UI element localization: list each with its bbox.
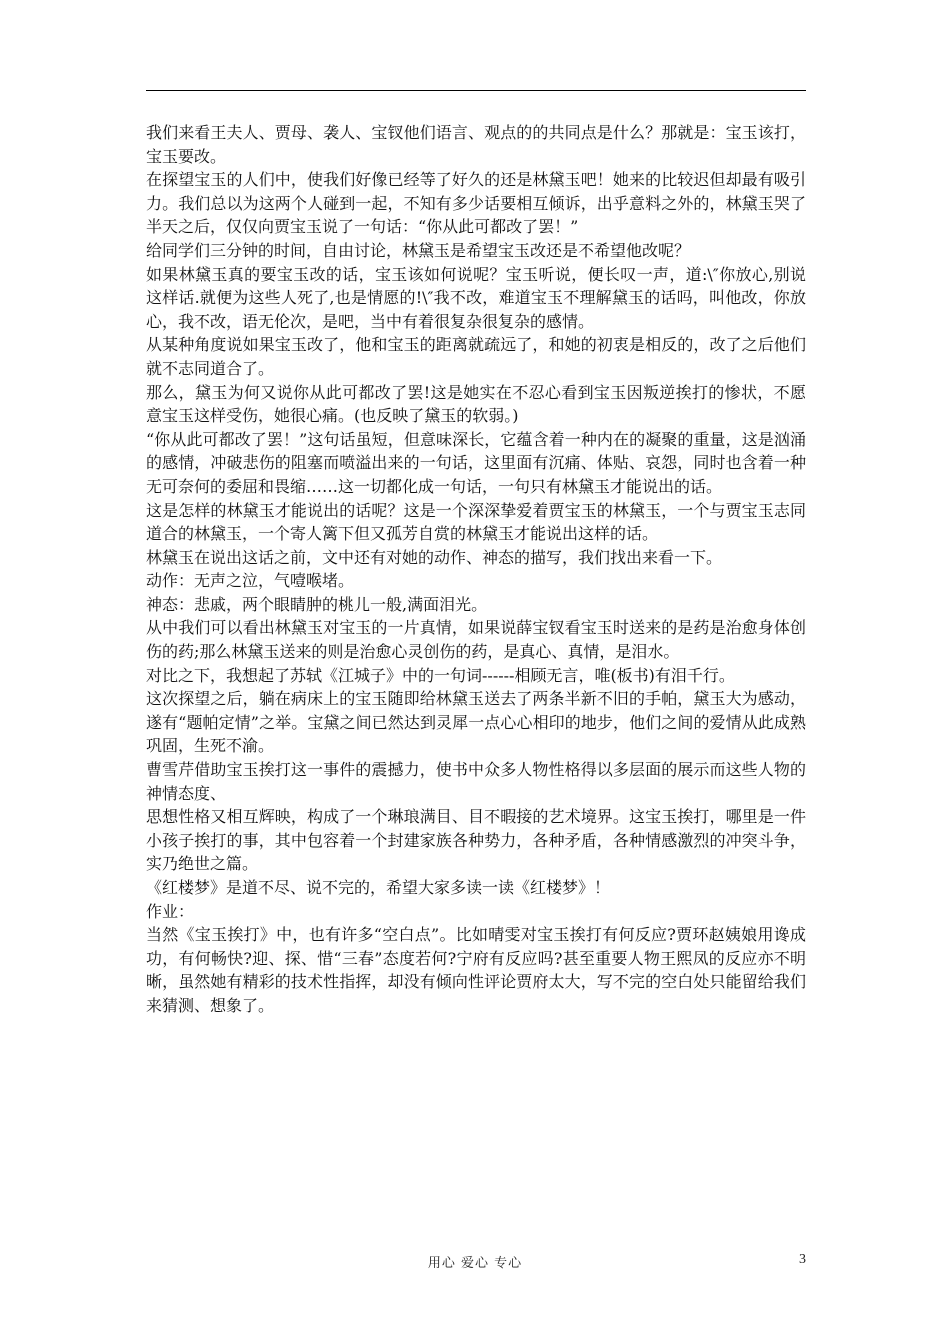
paragraph: 给同学们三分钟的时间，自由讨论，林黛玉是希望宝玉改还是不希望他改呢？ [146, 240, 691, 260]
paragraph: “你从此可都改了罢！”这句话虽短，但意味深长，它蕴含着一种内在的凝聚的重量，这是汹涌的感情，冲破悲伤的阻塞而喷溢出来的一句话，这里面有沉痛、体贴、哀怨，同时也含着一种无可奈何的委屈和畏缩……这一切都化成一句话，一句只有林黛玉才能说出的话。 [146, 429, 806, 496]
paragraph: 这次探望之后，躺在病床上的宝玉随即给林黛玉送去了两条半新不旧的手帕，黛玉大为感动，遂有“题帕定情”之举。宝黛之间已然达到灵犀一点心心相印的地步，他们之间的爱情从此成熟巩固，生死不渝。 [146, 689, 806, 756]
paragraph: 神态：悲戚，两个眼睛肿的桃儿一般,满面泪光。 [146, 594, 488, 614]
body-text [146, 121, 806, 1018]
header-rule [146, 90, 806, 91]
paragraph: 从中我们可以看出林黛玉对宝玉的一片真情，如果说薛宝钗看宝玉时送来的是药是治愈身体创伤的药;那么林黛玉送来的则是治愈心灵创伤的药，是真心、真情，是泪水。 [146, 618, 806, 662]
page-number: 3 [799, 1252, 806, 1267]
paragraph: 那么，黛玉为何又说你从此可都改了罢!这是她实在不忍心看到宝玉因叛逆挨打的惨状，不愿意宝玉这样受伤，她很心痛。(也反映了黛玉的软弱。) [146, 382, 806, 426]
footer-motto: 用心 爱心 专心 [427, 1256, 523, 1271]
paragraph: 《红楼梦》是道不尽、说不完的，希望大家多读一读《红楼梦》！ [146, 878, 611, 897]
paragraph: 曹雪芹借助宝玉挨打这一事件的震撼力，使书中众多人物性格得以多层面的展示而这些人物的神情态度、 [146, 760, 806, 803]
paragraph: 当然《宝玉挨打》中，也有许多“空白点”。比如晴雯对宝玉挨打有何反应?贾环赵姨娘用谗成功，有何畅快?迎、探、惜“三春”态度若何?宁府有反应吗?甚至重要人物王熙凤的反应亦不明晰，虽然她有精彩的技术性指挥，却没有倾向性评论贾府太大，写不完的空白处只能留给我们来猜测、想象了。 [146, 925, 806, 1015]
paragraph: 作业： [146, 901, 195, 921]
paragraph: 从某种角度说如果宝玉改了，他和宝玉的距离就疏远了，和她的初衷是相反的，改了之后他们就不志同道合了。 [146, 335, 806, 378]
paragraph: 思想性格又相互辉映，构成了一个琳琅满目、目不暇接的艺术境界。这宝玉挨打，哪里是一件小孩子挨打的事，其中包容着一个封建家族各种势力，各种矛盾，各种情感激烈的冲突斗争，实乃绝世之篇。 [146, 807, 806, 874]
paragraph: 对比之下，我想起了苏轼《江城子》中的一句词------相顾无言，唯(板书)有泪千行。 [146, 665, 735, 685]
paragraph: 在探望宝玉的人们中，使我们好像已经等了好久的还是林黛玉吧！她来的比较迟但却最有吸引力。我们总以为这两个人碰到一起，不知有多少话要相互倾诉，出乎意料之外的，林黛玉哭了半天之后，仅仅向贾宝玉说了一句话：“你从此可都改了罢！” [146, 170, 806, 237]
paragraph: 动作：无声之泣，气噎喉堵。 [146, 571, 355, 591]
paragraph: 这是怎样的林黛玉才能说出的话呢？这是一个深深挚爱着贾宝玉的林黛玉，一个与贾宝玉志同道合的林黛玉，一个寄人篱下但又孤芳自赏的林黛玉才能说出这样的话。 [146, 500, 806, 544]
paragraph: 如果林黛玉真的要宝玉改的话，宝玉该如何说呢？宝玉听说，便长叹一声，道:\″你放心,别说这样话.就便为这些人死了,也是情愿的!\″我不改，难道宝玉不理解黛玉的话吗，叫他改，你放心，我不改，语无伦次，是吧，当中有着很复杂很复杂的感情。 [146, 264, 806, 331]
paragraph: 林黛玉在说出这话之前，文中还有对她的动作、神态的描写，我们找出来看一下。 [146, 547, 723, 567]
paragraph: 我们来看王夫人、贾母、袭人、宝钗他们语言、观点的的共同点是什么？那就是：宝玉该打，宝玉要改。 [146, 123, 806, 166]
